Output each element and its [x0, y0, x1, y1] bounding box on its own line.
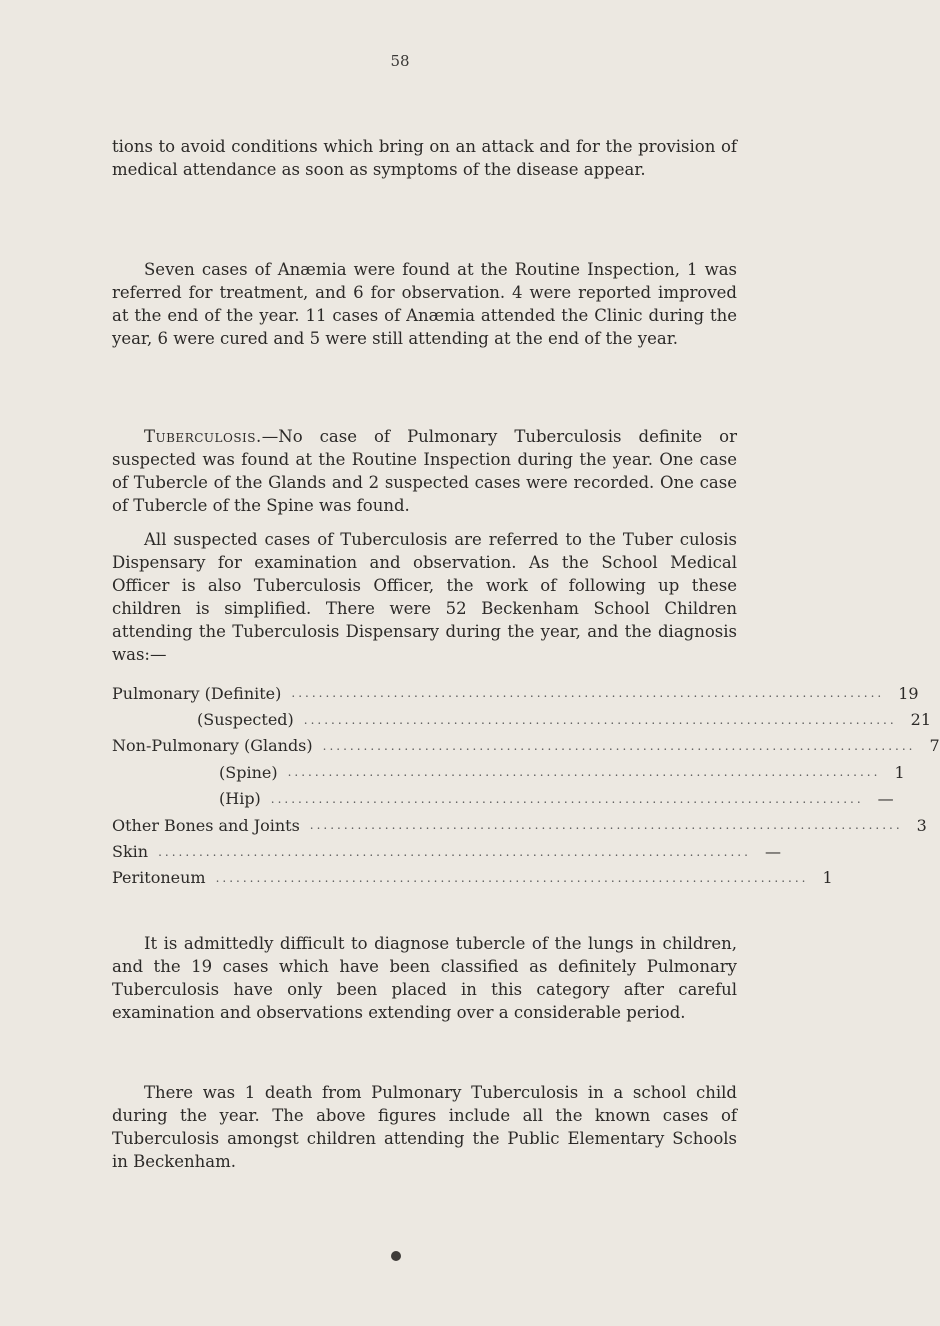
row-value: —	[877, 789, 894, 809]
leader-dots: .......................................................................................	[270, 791, 864, 806]
leader-dots: .......................................................................................	[322, 738, 916, 753]
page-number: 58	[390, 52, 410, 70]
printer-ornament-icon	[391, 1251, 401, 1261]
leader-dots: .......................................................................................	[309, 818, 903, 833]
table-row	[112, 865, 833, 891]
row-label: (Suspected)	[197, 710, 294, 730]
leader-dots: .......................................................................................	[287, 765, 881, 780]
row-value: 7	[929, 736, 940, 756]
table-row	[112, 759, 905, 785]
table-row	[112, 733, 940, 759]
paragraph-tuberculosis-text: —No case of Pulmonary Tuberculosis definite or suspected was found at the Routine Inspection during the year. One case of Tubercle of the Glands and 2 suspected cases were recorded. One case of Tubercle of the Spine was found.	[112, 427, 737, 515]
row-label: Non-Pulmonary (Glands)	[112, 736, 313, 756]
leader-dots: .......................................................................................	[291, 686, 885, 701]
row-label: Pulmonary (Definite)	[112, 683, 282, 703]
row-label: Peritoneum	[112, 868, 206, 888]
row-label: Skin	[112, 842, 149, 862]
row-value: 19	[898, 683, 919, 703]
row-value: 21	[910, 710, 931, 730]
row-label: (Spine)	[219, 762, 278, 782]
diagnosis-table	[112, 680, 940, 891]
row-value: —	[764, 842, 781, 862]
leader-dots: .......................................................................................	[303, 712, 897, 727]
paragraph-continuation: tions to avoid conditions which bring on an attack and for the provision of medical attendance as soon as symptoms of the disease appear.	[112, 137, 737, 179]
row-value: 1	[894, 762, 905, 782]
leader-dots: .......................................................................................	[158, 844, 751, 859]
paragraph-tuberculosis	[112, 425, 737, 517]
table-row	[112, 812, 927, 838]
row-label: (Hip)	[219, 789, 261, 809]
leader-dots: .......................................................................................	[215, 870, 809, 885]
section-heading-tuberculosis: Tuberculosis.	[144, 427, 262, 446]
paragraph-diagnosis-difficulty: It is admittedly difficult to diagnose tubercle of the lungs in children, and the 19 cases which have been classified as definitely Pulmonary Tuberculosis have only been placed in this category after careful examination and observations extending over a considerable period.	[112, 934, 737, 1022]
table-row	[112, 680, 919, 706]
paragraph-anaemia: Seven cases of Anæmia were found at the Routine Inspection, 1 was referred for treatment, and 6 for observation. 4 were reported improved at the end of the year. 11 cases of Anæmia attended the Clinic during the year, 6 were cured and 5 were still attending at the end of the year.	[112, 260, 737, 348]
table-row	[112, 786, 894, 812]
row-label: Other Bones and Joints	[112, 815, 300, 835]
paragraph-dispensary: All suspected cases of Tuberculosis are referred to the Tuber culosis Dispensary for examination and observation. As the School Medical Officer is also Tuberculosis Officer, the work of following up these children is simplified. There were 52 Beckenham School Children attending the Tuberculosis Dispensary during the year, and the diagnosis was:—	[112, 530, 737, 664]
paragraph-deaths: There was 1 death from Pulmonary Tuberculosis in a school child during the year. The above figures include all the known cases of Tuberculosis amongst children attending the Public Elementary Schools in Beckenham.	[112, 1083, 737, 1171]
row-value: 3	[916, 815, 927, 835]
table-row	[112, 838, 781, 864]
row-value: 1	[822, 868, 833, 888]
table-row	[112, 706, 931, 732]
